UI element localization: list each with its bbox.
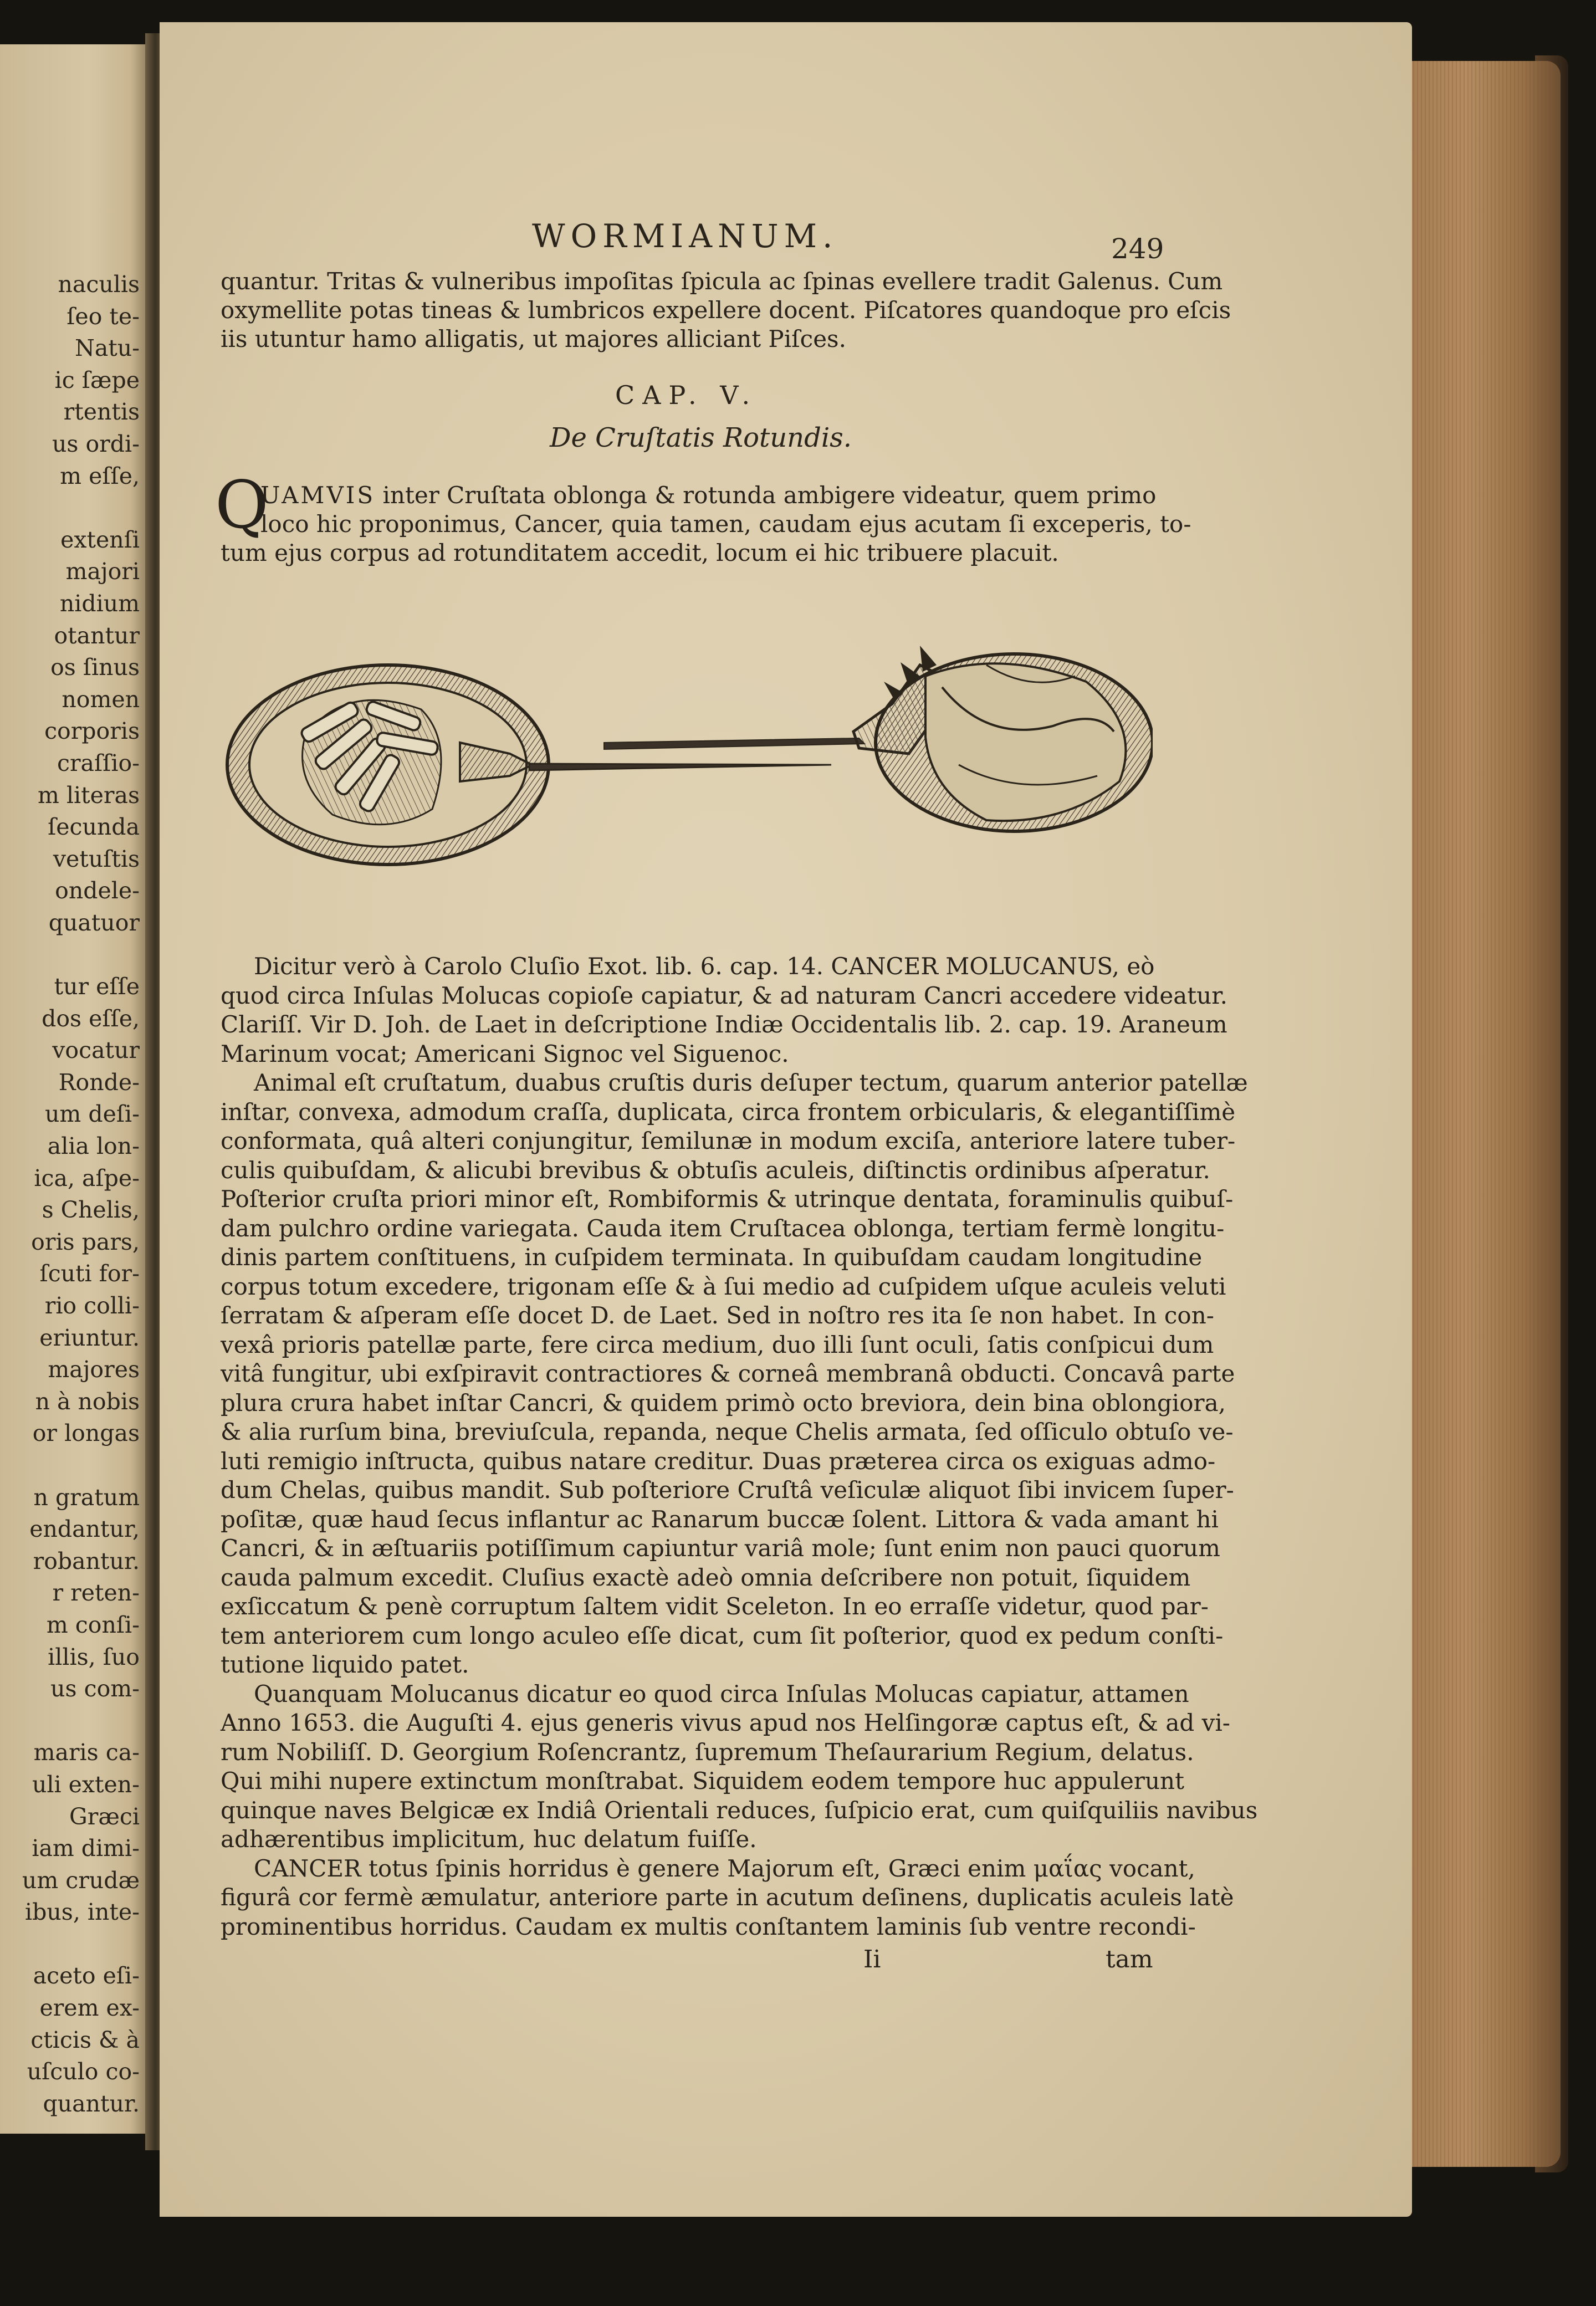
body-line: Marinum vocat; Americani Signoc vel Siguenoc. xyxy=(221,1040,789,1067)
left-page-line: us com- xyxy=(50,1675,140,1702)
left-page-line xyxy=(0,1450,145,1482)
crab-dorsal-view xyxy=(604,646,1153,831)
body-line: luti remigio inſtructa, quibus natare creditur. Duas præterea circa os exiguas admo- xyxy=(221,1447,1216,1475)
left-page-line: us ordi- xyxy=(52,430,140,457)
body-line: Clariſſ. Vir D. Joh. de Laet in deſcriptione Indiæ Occidentalis lib. 2. cap. 19. Araneum xyxy=(221,1011,1227,1038)
left-page-line: craſſio- xyxy=(57,749,140,776)
body-line: Cancri, & in æſtuariis potiſſimum capiuntur variâ mole; ſunt enim non pauci quorum xyxy=(221,1535,1220,1562)
page-block-edge xyxy=(1405,61,1561,2167)
body-line: adhærentibus implicitum, huc delatum fuiſſe. xyxy=(221,1826,757,1853)
body-line: quod circa Inſulas Molucas copioſe capiatur, & ad naturam Cancri accedere videatur. xyxy=(221,981,1228,1009)
left-page-line: erem ex- xyxy=(39,1995,140,2022)
left-page-line: ic ſæpe xyxy=(54,366,140,393)
body-line: ſerratam & aſperam eſſe docet D. de Laet. Sed in noſtro res ita ſe non habet. In con- xyxy=(221,1302,1214,1329)
body-line: tem anteriorem cum longo aculeo eſſe dicat, cum ſit poſterior, quod ex pedum conſti- xyxy=(221,1622,1224,1649)
body-line: Quanquam Molucanus dicatur eo quod circa Inſulas Molucas capiatur, attamen xyxy=(254,1680,1189,1707)
signature-mark: Ii xyxy=(863,1945,881,1973)
body-line: corpus totum excedere, trigonam eſſe & à ſui medio ad cuſpidem uſque aculeis veluti xyxy=(221,1272,1226,1300)
left-page-line: majores xyxy=(48,1356,140,1383)
left-page-text xyxy=(0,269,145,2120)
left-page-line: eriuntur. xyxy=(39,1324,140,1351)
left-page-line: m conſi- xyxy=(46,1611,140,1638)
body-line: Qui mihi nupere extinctum monſtrabat. Siquidem eodem tempore huc appulerunt xyxy=(221,1767,1184,1794)
body-line: exſiccatum & penè corruptum ſaltem vidit Sceleton. In eo erraſſe videtur, quod par- xyxy=(221,1593,1209,1620)
left-page-line: dos eſſe, xyxy=(42,1005,140,1032)
left-page-line: ondele- xyxy=(55,877,140,904)
body-line: figurâ cor fermè æmulatur, anteriore parte in acutum deſinens, duplicatis aculeis latè xyxy=(221,1884,1234,1911)
left-page-line: quantur. xyxy=(43,2090,140,2117)
body-line: poſitæ, quæ haud ſecus inflantur ac Ranarum buccæ ſolent. Littora & vada amant hi xyxy=(221,1505,1219,1533)
left-page-line: Ronde- xyxy=(58,1068,140,1096)
opening-smallcaps: UAMVIS xyxy=(260,482,376,509)
left-page-line: m literas xyxy=(38,781,140,809)
left-page-line: illis, ſuo xyxy=(48,1643,140,1670)
body-line: vexâ prioris patellæ parte, fere circa medium, duo illi ſunt oculi, ſatis conſpicui dum xyxy=(221,1331,1214,1358)
horseshoe-crab-engraving xyxy=(222,599,1153,909)
body-line: culis quibuſdam, & alicubi brevibus & obtuſis aculeis, diſtinctis ordinibus aſperatur. xyxy=(221,1156,1210,1184)
left-page-line: um deſi- xyxy=(45,1101,140,1128)
left-page-line: ſecunda xyxy=(48,814,140,841)
body-line: CANCER totus ſpinis horridus è genere Majorum eſt, Græci enim μαΐας vocant, xyxy=(254,1854,1195,1882)
body-line: & alia rurſum bina, breviuſcula, repanda, neque Chelis armata, ſed oſſiculo obtuſo ve- xyxy=(221,1418,1234,1445)
left-page-line: ſeo te- xyxy=(66,303,140,330)
left-page-line: alia lon- xyxy=(47,1133,140,1160)
chapter-title: CAP. V. xyxy=(615,380,758,410)
intro-line: oxymellite potas tineas & lumbricos expellere docent. Piſcatores quandoque pro eſcis xyxy=(221,296,1231,324)
left-page xyxy=(0,44,149,2134)
left-page-line: vocatur xyxy=(52,1037,140,1064)
left-page-line: m eſſe, xyxy=(60,462,140,489)
opening-line xyxy=(260,481,1156,510)
left-page-line xyxy=(0,939,145,971)
left-page-line: otantur xyxy=(54,622,140,649)
left-page-line: oris pars, xyxy=(31,1228,140,1255)
left-page-line: s Chelis, xyxy=(42,1197,140,1224)
body-line: Poſterior cruſta priori minor eſt, Rombiformis & utrinque dentata, foraminulis quibuſ- xyxy=(221,1185,1234,1213)
left-page-line: tur eſſe xyxy=(54,973,140,1000)
left-page-line: ſcuti for- xyxy=(39,1260,140,1287)
body-line: dinis partem conſtituens, in cuſpidem terminata. In quibuſdam caudam longitudine xyxy=(221,1244,1203,1271)
body-line: plura crura habet inſtar Cancri, & quidem primò octo breviora, dein bina oblongiora, xyxy=(221,1389,1226,1417)
left-page-line: rio colli- xyxy=(44,1292,140,1319)
left-page-line: naculis xyxy=(58,271,140,298)
body-line: rum Nobiliſſ. D. Georgium Roſencrantz, ſupremum Theſaurarium Regium, delatus. xyxy=(221,1738,1194,1766)
left-page-line: aceto eſi- xyxy=(33,1962,140,1990)
body-line: Anno 1653. die Auguſti 4. ejus generis vivus apud nos Helſingoræ captus eſt, & ad vi- xyxy=(221,1709,1230,1736)
left-page-line: vetuſtis xyxy=(53,845,140,872)
left-page-line: uli exten- xyxy=(32,1771,140,1798)
opening-line-text: inter Cruſtata oblonga & rotunda ambigere videatur, quem primo xyxy=(375,482,1157,509)
left-page-line: corporis xyxy=(44,718,140,745)
crab-ventral-view xyxy=(227,665,831,865)
left-page-line xyxy=(0,1929,145,1961)
left-page-line: um crudæ xyxy=(22,1867,140,1894)
left-page-line: r reten- xyxy=(52,1579,140,1607)
chapter-subtitle: De Cruſtatis Rotundis. xyxy=(550,422,852,453)
body-line: prominentibus horridus. Caudam ex multis conſtantem laminis ſub ventre recondi- xyxy=(221,1913,1196,1940)
body-line: quinque naves Belgicæ ex Indiâ Orientali reduces, ſuſpicio erat, cum quiſquiliis navibus xyxy=(221,1796,1258,1824)
left-page-line: rtentis xyxy=(63,398,140,426)
intro-line: quantur. Tritas & vulneribus impoſitas ſpicula ac ſpinas evellere tradit Galenus. Cum xyxy=(221,268,1223,295)
drop-cap: Q xyxy=(215,467,269,543)
left-page-line: Natu- xyxy=(74,335,140,362)
catchword: tam xyxy=(1106,1945,1153,1973)
body-line: Dicitur verò à Carolo Cluſio Exot. lib. 6. cap. 14. CANCER MOLUCANUS, eò xyxy=(254,953,1155,980)
left-page-line xyxy=(0,1705,145,1737)
body-line: tutione liquido patet. xyxy=(221,1651,469,1678)
left-page-line: uſculo co- xyxy=(27,2058,140,2085)
left-page-line: maris ca- xyxy=(33,1739,140,1766)
left-page-line: n à nobis xyxy=(35,1388,140,1415)
body-line: dam pulchro ordine variegata. Cauda item Cruſtacea oblonga, tertiam fermè longitu- xyxy=(221,1214,1225,1242)
opening-line: loco hic proponimus, Cancer, quia tamen, caudam ejus acutam ſi exceperis, to- xyxy=(260,510,1191,538)
left-page-line: cticis & à xyxy=(30,2026,140,2053)
running-head: WORMIANUM. xyxy=(532,217,838,255)
left-page-line: quatuor xyxy=(48,909,140,936)
body-line: vitâ fungitur, ubi exſpiravit contractiores & corneâ membranâ obducti. Concavâ parte xyxy=(221,1360,1235,1387)
left-page-line: iam dimi- xyxy=(32,1835,140,1862)
left-page-line: extenſi xyxy=(60,526,140,553)
left-page-line: ica, aſpe- xyxy=(34,1164,140,1192)
body-line: inſtar, convexa, admodum craſſa, duplicata, circa frontem orbicularis, & elegantiſſimè xyxy=(221,1098,1236,1126)
left-page-line xyxy=(0,492,145,524)
body-line: cauda palmum excedit. Cluſius exactè adeò omnia deſcribere non potuit, ſiquidem xyxy=(221,1563,1191,1591)
left-page-line: robantur. xyxy=(33,1547,140,1574)
left-page-line: majori xyxy=(65,558,140,585)
opening-line: tum ejus corpus ad rotunditatem accedit, locum ei hic tribuere placuit. xyxy=(221,539,1059,566)
intro-line: iis utuntur hamo alligatis, ut majores alliciant Piſces. xyxy=(221,325,846,352)
left-page-line: nomen xyxy=(62,686,140,713)
left-page-line: n gratum xyxy=(33,1484,140,1511)
body-line: conformata, quâ alteri conjungitur, ſemilunæ in modum exciſa, anteriore latere tuber- xyxy=(221,1127,1236,1154)
page-number: 249 xyxy=(1111,233,1164,265)
body-line: Animal eſt cruſtatum, duabus cruſtis duris deſuper tectum, quarum anterior patellæ xyxy=(254,1069,1248,1096)
left-page-line: nidium xyxy=(59,590,140,617)
left-page-line: ibus, inte- xyxy=(25,1899,140,1926)
left-page-line: or longas xyxy=(32,1420,140,1447)
left-page-line: endantur, xyxy=(29,1516,140,1543)
left-page-line: Græci xyxy=(69,1803,140,1830)
left-page-line: os ſinus xyxy=(50,654,140,681)
body-line: dum Chelas, quibus mandit. Sub poſteriore Cruſtâ veſiculæ aliquot ſibi invicem ſuper- xyxy=(221,1476,1234,1504)
